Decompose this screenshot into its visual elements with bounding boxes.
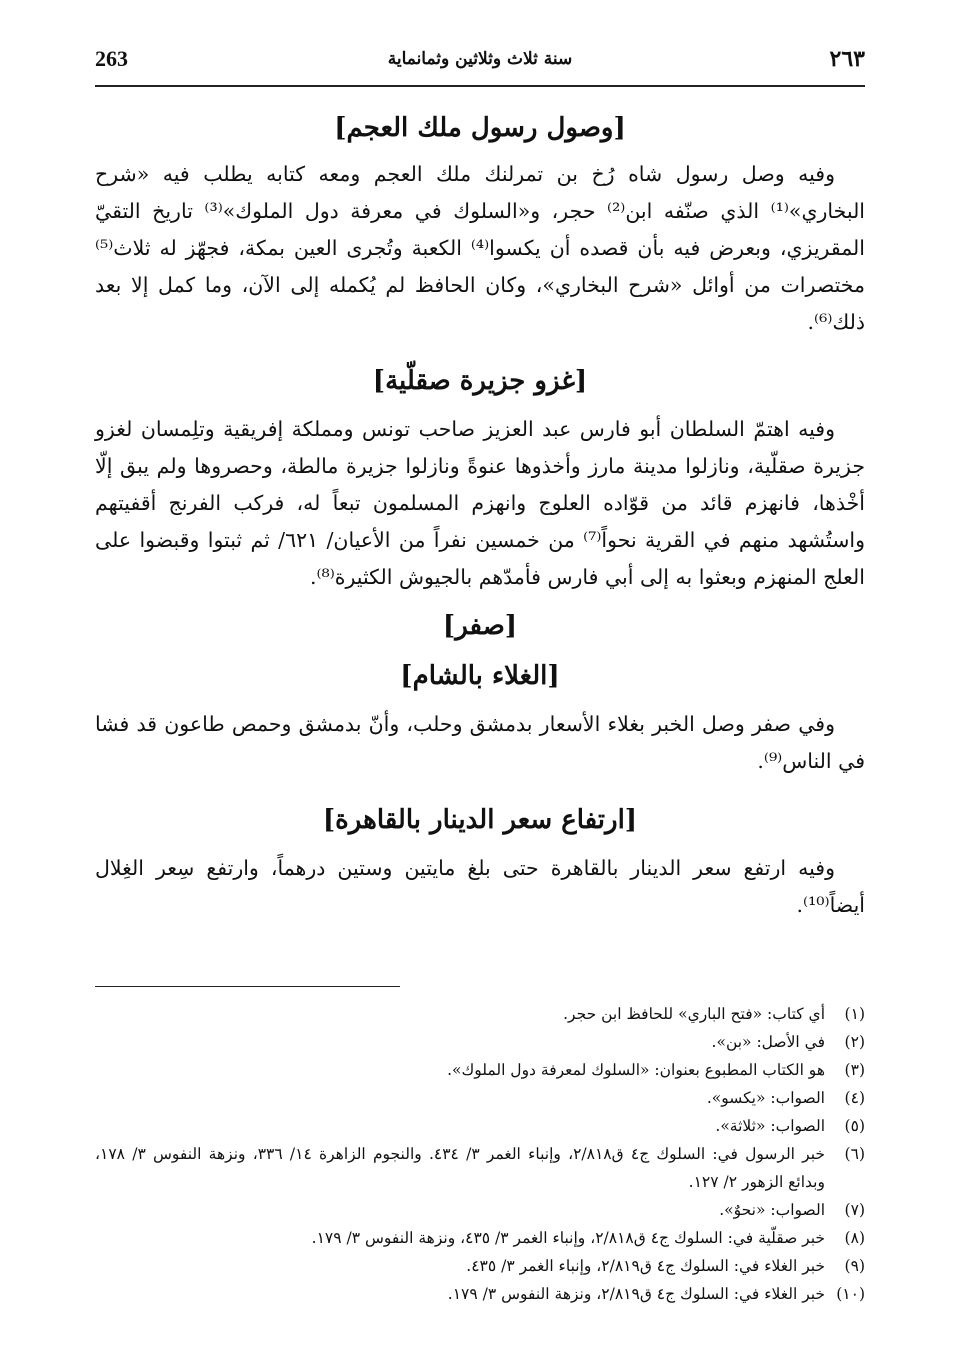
footnote-number: (٤) (844, 1089, 865, 1107)
section-heading-famine: [الغلاء بالشام] (400, 661, 560, 691)
section-heading-envoy: [وصول رسول ملك العجم] (334, 113, 626, 143)
footnote-text: خبر الرسول في: السلوك ج٤ ق٢/٨١٨، وإنباء الغمر ٣/ ٤٣٤. والنجوم الزاهرة ١٤/ ٣٣٦، ونزهة النفوس ٣/ ١٧٨، وبدائع الزهور ٢/ ١٢٧. (95, 1145, 825, 1191)
footnote-item (95, 1196, 865, 1224)
header-rule (95, 85, 865, 87)
section-heading-sicily: [غزو جزيرة صقلّية] (372, 366, 588, 396)
footnote-number: (٦) (844, 1145, 865, 1163)
footnote-item (95, 1056, 865, 1084)
footnote-text: أي كتاب: «فتح الباري» للحافظ ابن حجر. (563, 1005, 825, 1023)
footnote-item (95, 1252, 865, 1280)
section-heading-dinar: [ارتفاع سعر الدينار بالقاهرة] (322, 805, 638, 835)
footnote-item (95, 1084, 865, 1112)
paragraph-dinar: وفيه ارتفع سعر الدينار بالقاهرة حتى بلغ مايتين وستين درهماً، وارتفع سِعر الغِلال أيضاً⁽¹⁰⁾. (95, 856, 865, 917)
footnote-number: (٩) (844, 1257, 865, 1275)
footnote-text: خبر صقلّية في: السلوك ج٤ ق٢/٨١٨، وإنباء الغمر ٣/ ٤٣٥، ونزهة النفوس ٣/ ١٧٩. (311, 1229, 825, 1247)
page-number-latin: 263 (95, 46, 128, 71)
footnote-item (95, 1224, 865, 1252)
footnote-item (95, 1000, 865, 1028)
footnote-item (95, 1028, 865, 1056)
paragraph-famine: وفي صفر وصل الخبر بغلاء الأسعار بدمشق وحلب، وأنّ بدمشق وحمص طاعون قد فشا في الناس⁽⁹⁾. (95, 712, 865, 773)
footnote-number: (٧) (844, 1201, 865, 1219)
footnote-text: الصواب: «يكسو». (706, 1089, 825, 1107)
paragraph-sicily: وفيه اهتمّ السلطان أبو فارس عبد العزيز صاحب تونس ومملكة إفريقية وتلِمسان لغزو جزيرة صقلّية، ونازلوا مدينة مارز وأخذوها عنوةً ونازلوا جزيرة مالطة، وحصروها ولم يبق إلّا أخْذها، فانهزم قائد من قوّاده العلوج وانهزم المسلمون تبعاً له، فركب الفرنج أقفيتهم واستُشهد منهم في القرية نحواً⁽⁷⁾ من خمسين نفراً من الأعيان/ ٦٢١/ ثم ثبتوا وقبضوا على العلج المنهزم وبعثوا به إلى أبي فارس فأمدّهم بالجيوش الكثيرة⁽⁸⁾. (95, 417, 865, 589)
book-page (95, 42, 866, 1303)
footnote-number: (١) (844, 1005, 865, 1023)
footnote-number: (٨) (844, 1229, 865, 1247)
footnote-text: في الأصل: «بن». (711, 1033, 825, 1051)
footnote-rule (95, 986, 400, 987)
page-header (95, 42, 865, 76)
main-text (95, 108, 865, 924)
footnote-text: الصواب: «ثلاثة». (715, 1117, 825, 1135)
footnote-text: هو الكتاب المطبوع بعنوان: «السلوك لمعرفة دول الملوك». (447, 1061, 825, 1079)
running-title: سنة ثلاث وثلاثين وثمانماية (387, 49, 573, 69)
page-number-arabic: ٢٦٣ (829, 46, 865, 72)
footnote-text: خبر الغلاء في: السلوك ج٤ ق٢/٨١٩، ونزهة النفوس ٣/ ١٧٩. (447, 1285, 825, 1303)
paragraph-envoy: وفيه وصل رسول شاه رُخ بن تمرلنك ملك العجم ومعه كتابه يطلب فيه «شرح البخاري»⁽¹⁾ الذي صنّفه ابن⁽²⁾ حجر، و«السلوك في معرفة دول الملوك»⁽³⁾ تاريخ التقيّ المقريزي، وبعرض فيه بأن قصده أن يكسوا⁽⁴⁾ الكعبة وتُجرى العين بمكة، فجهّز له ثلاث⁽⁵⁾ مختصرات من أوائل «شرح البخاري»، وكان الحافظ لم يُكمله إلى الآن، وما كمل إلا بعد ذلك⁽⁶⁾. (95, 162, 866, 334)
footnote-number: (٥) (844, 1117, 865, 1135)
footnote-number: (٢) (844, 1033, 865, 1051)
footnote-number: (١٠) (836, 1285, 865, 1303)
footnote-item (95, 1280, 865, 1308)
footnote-number: (٣) (844, 1061, 865, 1079)
month-heading-safar: [صفر] (442, 611, 518, 641)
footnote-item (95, 1112, 865, 1140)
footnote-text: الصواب: «نحوٌ». (719, 1201, 825, 1219)
footnotes (95, 1000, 865, 1308)
footnote-text: خبر الغلاء في: السلوك ج٤ ق٢/٨١٩، وإنباء الغمر ٣/ ٤٣٥. (466, 1257, 825, 1275)
footnote-item (95, 1140, 865, 1196)
